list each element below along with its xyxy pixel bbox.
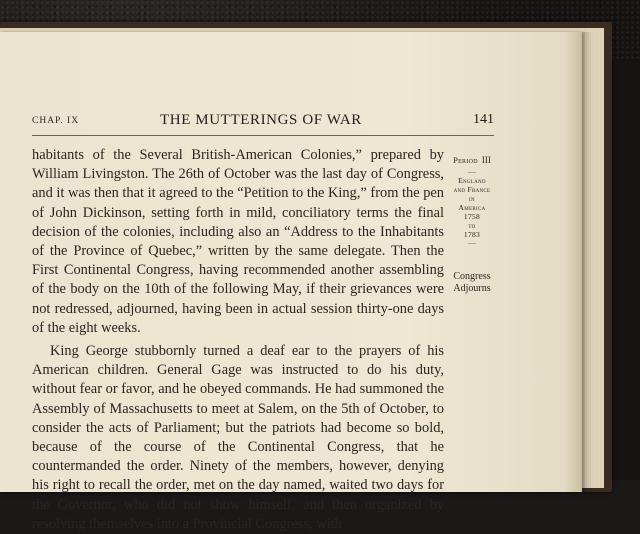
period-number: III	[481, 155, 491, 165]
running-title: THE MUTTERINGS OF WAR	[160, 112, 362, 128]
chapter-label: CHAP. IX	[32, 116, 80, 126]
side-note-line: Adjourns	[453, 283, 491, 294]
topic-line: 1758	[463, 212, 481, 221]
topic-line: England	[458, 176, 486, 185]
topic-line: to	[468, 221, 476, 230]
topic-line: 1783	[463, 230, 481, 239]
running-header	[32, 112, 494, 132]
topic-line: and France	[453, 185, 491, 194]
page-number: 141	[473, 112, 494, 127]
margin-dash: —	[468, 167, 476, 176]
period-heading	[446, 150, 498, 168]
margin-notes	[446, 150, 498, 295]
page-edge-shadow	[582, 32, 608, 492]
side-note	[446, 271, 498, 295]
body-text	[32, 146, 444, 534]
side-note-line: Congress	[453, 271, 491, 282]
header-rule	[32, 135, 494, 136]
margin-dash: —	[468, 238, 476, 247]
topic-line: in	[469, 194, 475, 203]
paragraph: King George stubbornly turned a deaf ear to the prayers of his American children. General Gage was instructed to do his duty, without fear or favor, and he obeyed commands. He had summoned the Assembly of Massachusetts to meet at Salem, on the 5th of October, to consider the acts of Parliament; but the patriots had become so bold, because of the course of the Continental Congress, that he countermanded the order. Ninety of the members, however, denying his right to recall the order, met on the day named, waited two days for the Governor, who did not show himself, and then organized by resolving themselves into a Provincial Congress, with	[32, 343, 444, 532]
topic-line: America	[458, 203, 486, 212]
period-label: Period	[453, 155, 478, 165]
paragraph: habitants of the Several British-American Colonies,” prepared by William Livingston. The 26th of October was the last day of Congress, and it was then that it agreed to the “Petition to the King,” from the pen of John Dickinson, setting forth in mild, conciliatory terms the final decision of the colonies, including also an “Address to the Inhabitants of the Province of Quebec,” written by the same delegate. Then the First Continental Congress, having recommended another assembling of the body on the 10th of the following May, if their grievances were not redressed, adjourned, having been in actual session thirty-one days of the eight weeks.	[32, 147, 444, 336]
